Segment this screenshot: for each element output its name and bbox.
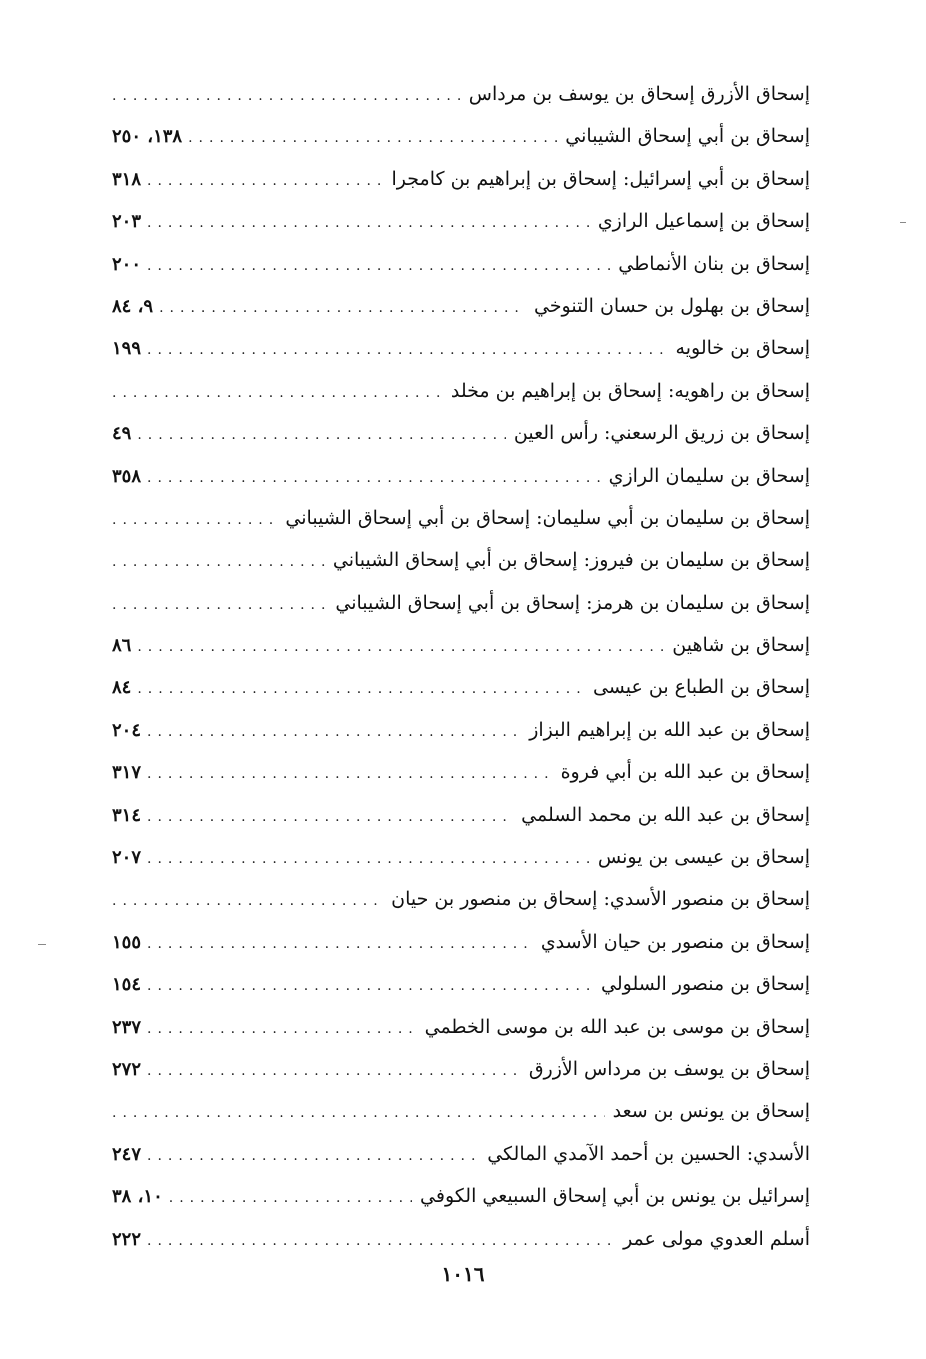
entry-name: أسلم العدوي مولى عمر — [623, 1227, 810, 1250]
dot-leader — [112, 1092, 605, 1134]
index-entry — [112, 878, 810, 920]
entry-pages: ١٩٩ — [112, 338, 142, 360]
dot-leader — [112, 499, 277, 541]
index-entry — [112, 624, 810, 666]
entry-name: إسحاق بن سليمان بن أبي سليمان: إسحاق بن أبي إسحاق الشيباني — [285, 506, 810, 529]
entry-name: إسحاق بن أبي إسرائيل: إسحاق بن إبراهيم بن كامجرا — [391, 167, 810, 190]
entry-name: إسحاق بن سليمان بن هرمز: إسحاق بن أبي إسحاق الشيباني — [335, 591, 810, 614]
entry-name: إسحاق بن منصور بن حيان الأسدي — [540, 930, 810, 953]
dot-leader — [147, 457, 601, 499]
entry-name: إسحاق بن شاهين — [672, 634, 810, 657]
index-entry — [112, 1175, 810, 1217]
entry-name: إسحاق بن بهلول بن حسان التنوخي — [533, 294, 810, 317]
index-entry — [112, 794, 810, 836]
entry-pages: ٣١٨ — [112, 168, 142, 190]
dot-leader — [147, 1050, 521, 1092]
index-entry — [112, 115, 810, 157]
dot-leader — [147, 923, 533, 965]
entry-pages: ٢٢٢ — [112, 1228, 142, 1250]
index-entry — [112, 963, 810, 1005]
index-entry — [112, 539, 810, 581]
index-entry — [112, 73, 810, 115]
entry-name: إسحاق بن منصور السلولي — [601, 973, 810, 996]
index-entry — [112, 327, 810, 369]
entry-pages: ٣١٤ — [112, 804, 142, 826]
entry-name: إسرائيل بن يونس بن أبي إسحاق السبيعي الكوفي — [420, 1185, 810, 1208]
index-entry — [112, 1006, 810, 1048]
entry-name: إسحاق بن يوسف بن مرداس الأزرق — [528, 1057, 810, 1080]
dot-leader — [147, 202, 590, 244]
dot-leader — [159, 287, 526, 329]
entry-name: إسحاق بن أبي إسحاق الشيباني — [565, 125, 810, 148]
margin-mark — [900, 222, 906, 223]
dot-leader — [188, 117, 557, 159]
page-number: ١٠١٦ — [441, 1262, 485, 1286]
dot-leader — [147, 753, 553, 795]
index-entry — [112, 751, 810, 793]
dot-leader — [147, 838, 590, 880]
entry-pages: ١٥٥ — [112, 931, 142, 953]
index-entry — [112, 200, 810, 242]
dot-leader — [147, 1220, 615, 1262]
entry-name: إسحاق الأزرق إسحاق بن يوسف بن مرداس — [468, 83, 810, 105]
entry-pages: ٢٠٤ — [112, 719, 142, 741]
index-entry — [112, 1133, 810, 1175]
index-entry — [112, 285, 810, 327]
index-entry — [112, 455, 810, 497]
index-entry — [112, 921, 810, 963]
entry-name: إسحاق بن يونس بن سعد — [612, 1100, 810, 1123]
entry-pages: ٢٣٧ — [112, 1016, 142, 1038]
index-entry — [112, 1218, 810, 1260]
entry-name: إسحاق بن عبد الله بن أبي فروة — [560, 761, 810, 784]
entry-name: إسحاق بن بنان الأنماطي — [618, 252, 810, 275]
dot-leader — [147, 796, 513, 838]
index-entry — [112, 709, 810, 751]
dot-leader — [147, 965, 593, 1007]
index-entry — [112, 666, 810, 708]
index-entry — [112, 243, 810, 285]
entry-pages: ٩، ٨٤ — [112, 295, 154, 317]
entry-pages: ٢٠٧ — [112, 847, 142, 869]
entry-name: إسحاق بن راهويه: إسحاق بن إبراهيم بن مخلد — [450, 379, 810, 402]
entry-name: إسحاق بن عبد الله بن محمد السلمي — [521, 803, 810, 826]
entry-name: الأسدي: الحسين بن أحمد الآمدي المالكي — [487, 1142, 810, 1165]
dot-leader — [147, 1008, 417, 1050]
entry-pages: ٢٧٢ — [112, 1058, 142, 1080]
entry-name: إسحاق بن خالويه — [675, 337, 810, 360]
dot-leader — [169, 1177, 412, 1219]
index-list — [112, 73, 810, 1260]
dot-leader — [147, 1135, 479, 1177]
entry-pages: ١٣٨، ٢٥٠ — [112, 126, 183, 148]
dot-leader — [137, 414, 506, 456]
index-entry — [112, 1048, 810, 1090]
index-entry — [112, 497, 810, 539]
dot-leader — [112, 584, 327, 626]
entry-pages: ٢٠٠ — [112, 253, 142, 275]
entry-name: إسحاق بن عبد الله بن إبراهيم البزاز — [529, 718, 810, 741]
index-entry — [112, 158, 810, 200]
margin-mark — [38, 944, 46, 945]
dot-leader — [112, 372, 443, 414]
dot-leader — [137, 668, 585, 710]
index-entry — [112, 836, 810, 878]
entry-pages: ١٠، ٣٨ — [112, 1186, 163, 1208]
dot-leader — [112, 541, 325, 583]
index-entry — [112, 1090, 810, 1132]
entry-pages: ٤٩ — [112, 423, 132, 445]
entry-name: إسحاق بن زريق الرسعني: رأس العين — [513, 422, 810, 445]
entry-pages: ٢٠٣ — [112, 211, 142, 233]
entry-name: إسحاق بن موسى بن عبد الله بن موسى الخطمي — [424, 1015, 810, 1038]
entry-name: إسحاق بن إسماعيل الرازي — [597, 210, 810, 233]
dot-leader — [147, 160, 383, 202]
dot-leader — [147, 711, 521, 753]
index-entry — [112, 370, 810, 412]
entry-pages: ٢٤٧ — [112, 1143, 142, 1165]
dot-leader — [112, 75, 461, 117]
entry-name: إسحاق بن سليمان الرازي — [608, 464, 810, 487]
entry-name: إسحاق بن منصور الأسدي: إسحاق بن منصور بن حيان — [391, 888, 810, 911]
dot-leader — [147, 329, 668, 371]
entry-name: إسحاق بن عيسى بن يونس — [597, 846, 810, 869]
dot-leader — [112, 880, 383, 922]
entry-pages: ١٥٤ — [112, 974, 142, 996]
entry-pages: ٨٦ — [112, 635, 132, 657]
dot-leader — [137, 626, 664, 668]
entry-name: إسحاق بن الطباع بن عيسى — [592, 676, 810, 699]
index-entry — [112, 582, 810, 624]
entry-pages: ٣١٧ — [112, 762, 142, 784]
entry-name: إسحاق بن سليمان بن فيروز: إسحاق بن أبي إسحاق الشيباني — [332, 549, 810, 572]
dot-leader — [147, 245, 610, 287]
index-entry — [112, 412, 810, 454]
entry-pages: ٨٤ — [112, 677, 132, 699]
entry-pages: ٣٥٨ — [112, 465, 142, 487]
